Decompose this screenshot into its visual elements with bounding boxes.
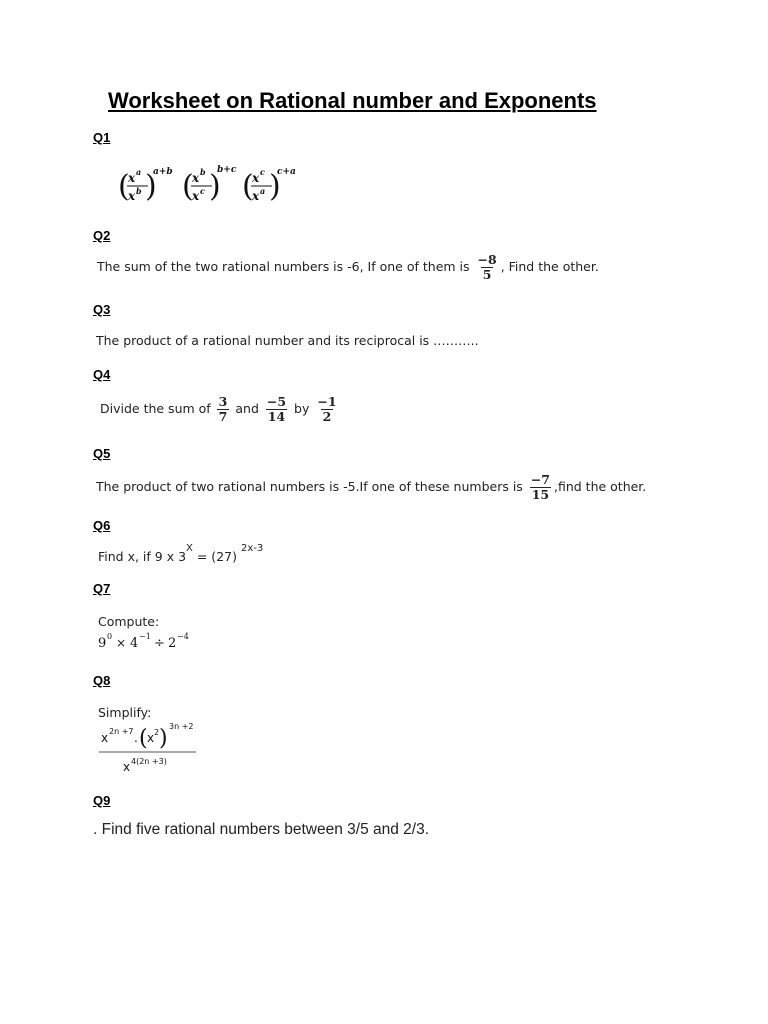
svg-text:x: x [128, 171, 136, 185]
q5-text-after: ,find the other. [553, 478, 647, 494]
svg-text:2: 2 [154, 728, 160, 737]
q8-formula [98, 718, 208, 778]
svg-text:): ) [159, 726, 168, 751]
q4-text-before: Divide the sum of [100, 400, 211, 416]
svg-text:x: x [147, 731, 155, 745]
svg-text:a: a [260, 186, 266, 196]
q5-fraction: $\frac{-7}{15}$ [530, 472, 550, 502]
q2-fraction: $\frac{-8}{5}$ [477, 252, 497, 282]
q2-text-after: , Find the other. [500, 258, 599, 274]
svg-text:): ) [209, 169, 221, 204]
q1-formula [118, 160, 318, 212]
svg-text:4: 4 [130, 636, 139, 651]
svg-text:÷: ÷ [154, 636, 165, 651]
q4-fraction-2: $\frac{-5}{14}$ [266, 394, 287, 424]
svg-text:.: . [134, 731, 138, 745]
q2-text-before: The sum of the two rational numbers is -6, If one of them is [97, 258, 470, 274]
svg-text:a: a [136, 167, 142, 177]
svg-text:4(2n +3): 4(2n +3) [131, 757, 167, 766]
svg-text:0: 0 [107, 632, 113, 641]
question-label-q1: Q1 [93, 130, 111, 145]
svg-text:(: ( [242, 169, 254, 204]
svg-text:x: x [128, 189, 136, 203]
q5-text [96, 473, 646, 502]
svg-text:−1: −1 [139, 632, 151, 641]
q7-heading: Compute: [98, 614, 160, 629]
svg-text:9: 9 [98, 636, 107, 651]
q5-text-before: The product of two rational numbers is -5.If one of these numbers is [96, 478, 523, 494]
question-label-q4: Q4 [93, 367, 111, 382]
svg-text:c: c [260, 167, 265, 177]
svg-text:x: x [123, 760, 131, 774]
question-label-q2: Q2 [93, 228, 111, 243]
svg-text:x: x [252, 171, 260, 185]
q7-expression [97, 629, 207, 657]
svg-text:(: ( [139, 726, 148, 751]
question-label-q3: Q3 [93, 302, 111, 317]
svg-text:×: × [116, 636, 127, 650]
svg-text:(: ( [182, 169, 194, 204]
page-title: Worksheet on Rational number and Exponents [108, 88, 597, 113]
question-label-q7: Q7 [93, 581, 111, 596]
q4-by: by [294, 400, 310, 416]
svg-text:−4: −4 [177, 632, 189, 641]
svg-text:b: b [200, 167, 206, 177]
svg-text:): ) [145, 169, 157, 204]
svg-text:x: x [192, 189, 200, 203]
svg-text:(: ( [118, 169, 130, 204]
q6-exponent-2x-3: 2x-3 [240, 543, 264, 554]
q4-and: and [235, 400, 259, 416]
q4-fraction-3: $\frac{-1}{2}$ [317, 394, 337, 424]
svg-text:): ) [269, 169, 281, 204]
q4-fraction-1: $\frac{3}{7}$ [218, 394, 228, 424]
q9-text: . Find five rational numbers between 3/5 and 2/3. [93, 821, 430, 838]
svg-text:b+c: b+c [217, 165, 237, 175]
q3-text: The product of a rational number and its reciprocal is ……….. [96, 333, 479, 348]
svg-text:3n +2: 3n +2 [169, 722, 194, 731]
q6-exponent-x: X [186, 543, 193, 554]
svg-text:c: c [200, 186, 205, 196]
q8-heading: Simplify: [98, 705, 152, 720]
svg-text:x: x [192, 171, 200, 185]
svg-text:2: 2 [168, 636, 177, 651]
q4-text [100, 395, 341, 424]
q8-expression [98, 718, 208, 782]
question-label-q6: Q6 [93, 518, 111, 533]
question-label-q5: Q5 [93, 446, 111, 461]
svg-text:b: b [136, 186, 142, 196]
svg-text:a+b: a+b [153, 167, 173, 177]
q2-text [97, 253, 599, 282]
q6-text: Find x, if 9 x $3^X = (27)$ $^{2x-3}$ [98, 543, 264, 564]
question-label-q9: Q9 [93, 793, 111, 808]
svg-text:x: x [101, 731, 109, 745]
question-label-q8: Q8 [93, 673, 111, 688]
svg-text:c+a: c+a [277, 167, 296, 177]
svg-text:x: x [252, 189, 260, 203]
q7-formula [97, 629, 207, 653]
svg-text:2n +7: 2n +7 [109, 727, 134, 736]
q1-expression [118, 160, 318, 216]
